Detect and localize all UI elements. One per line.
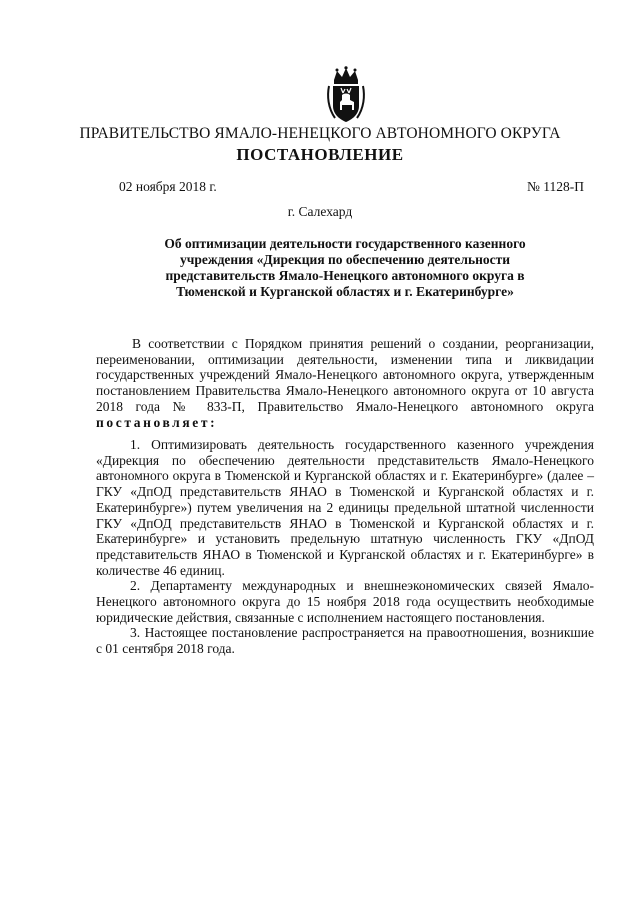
resolution-item-2: 2. Департаменту международных и внешнеэкономических связей Ямало-Ненецкого автономного округа до 15 ноября 2018 года осуществить необходимые юридические действия, связанные с исполнением настоящего постановления. [96,578,594,625]
document-city: г. Салехард [287,204,353,219]
document-type: ПОСТАНОВЛЕНИЕ [236,145,404,164]
document-date: 02 ноября 2018 г. [119,179,217,194]
resolution-item-3: 3. Настоящее постановление распространяется на правоотношения, возникшие с 01 сентября 2018 года. [96,625,594,657]
decree-word: постановляет: [96,414,218,430]
document-subject: Об оптимизации деятельности государственного казенного учреждения «Дирекция по обеспечению деятельности представительств Ямало-Ненецкого автономного округа в Тюменской и Курганской областях и г. Екатеринбурге» [164,236,526,299]
yamal-nenets-coat-of-arms-icon [325,66,367,124]
government-name: ПРАВИТЕЛЬСТВО ЯМАЛО-НЕНЕЦКОГО АВТОНОМНОГО ОКРУГА [79,125,561,142]
preamble-paragraph [96,336,594,430]
resolution-items [96,437,594,657]
resolution-item-1: 1. Оптимизировать деятельность государственного казенного учреждения «Дирекция по обеспечению деятельности представительств Ямало-Ненецкого автономного округа в Тюменской и Курганской областях и г. Екатеринбурге» (далее – ГКУ «ДпОД представительств ЯНАО в Тюменской и Курганской областях и г. Екатеринбурге») путем увеличения на 2 единицы предельной штатной численности ГКУ «ДпОД представительств ЯНАО в Тюменской и Курганской областях и г. Екатеринбурге» и установить предельную штатную численность ГКУ «ДпОД представительств ЯНАО в Тюменской и Курганской областях и г. Екатеринбурге» в количестве 46 единиц. [96,437,594,578]
preamble-text: В соответствии с Порядком принятия решений о создании, реорганизации, переименовании, оптимизации деятельности, изменении типа и ликвидации государственных учреждений Ямало-Ненецкого автономного округа, утвержденным постановлением Правительства Ямало-Ненецкого автономного округа от 10 августа 2018 года № 833-П, Правительство Ямало-Ненецкого автономного округа [96,336,594,414]
document-number: № 1128-П [527,179,584,194]
